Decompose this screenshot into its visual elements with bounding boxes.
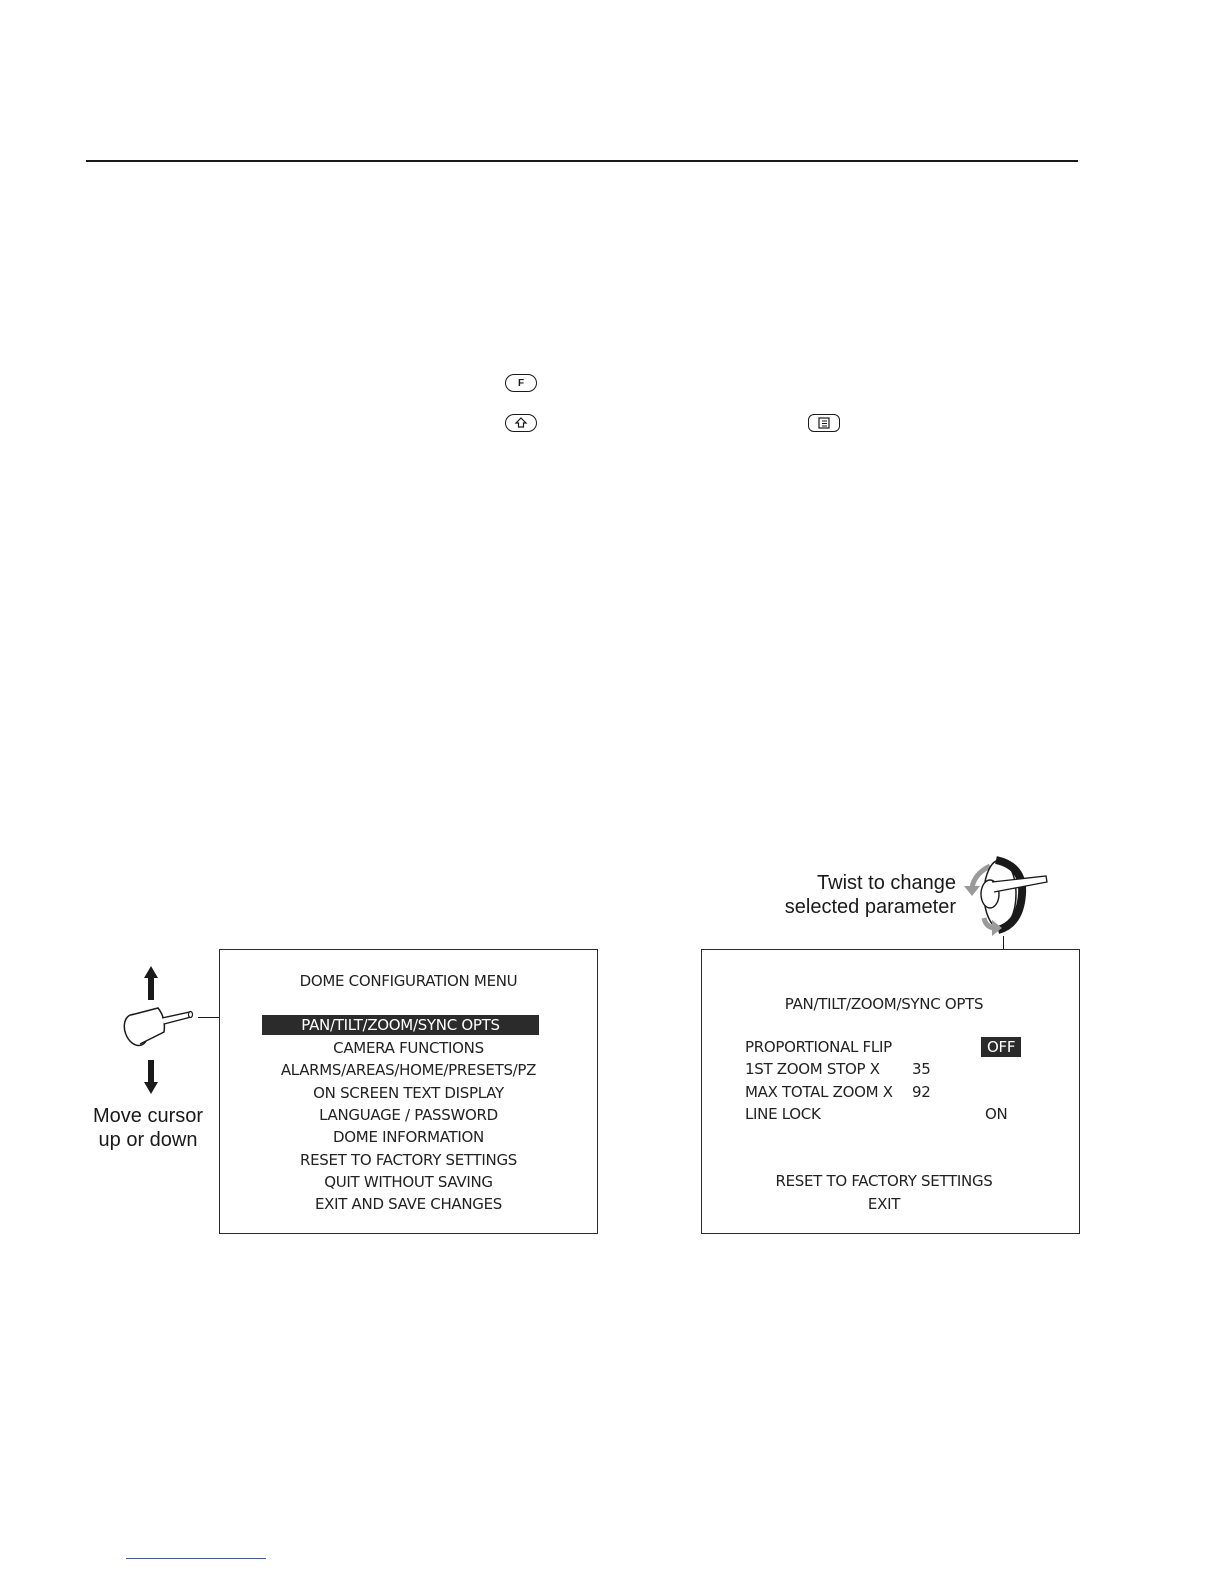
- submenu-exit[interactable]: EXIT: [867, 1195, 901, 1213]
- joystick-knob-icon: [120, 1008, 192, 1049]
- param-zoom-stop-label: 1ST ZOOM STOP X: [745, 1060, 880, 1078]
- top-rule: [86, 160, 1078, 162]
- param-proportional-flip-value[interactable]: OFF: [981, 1037, 1021, 1057]
- menu-item-on-screen-text[interactable]: ON SCREEN TEXT DISPLAY: [313, 1084, 504, 1102]
- param-line-lock-value[interactable]: ON: [985, 1105, 1008, 1123]
- twist-knob-diagram: [962, 852, 1052, 952]
- menu-item-dome-information[interactable]: DOME INFORMATION: [333, 1128, 484, 1146]
- dome-configuration-menu: [219, 949, 598, 1234]
- param-line-lock-label: LINE LOCK: [745, 1105, 821, 1123]
- menu-item-exit-save[interactable]: EXIT AND SAVE CHANGES: [314, 1195, 503, 1213]
- twist-caption-line1: Twist to change: [817, 872, 956, 894]
- twist-knob-icon: [981, 860, 1047, 930]
- up-arrow-icon: [144, 966, 158, 1000]
- submenu-reset-factory[interactable]: RESET TO FACTORY SETTINGS: [775, 1172, 993, 1190]
- move-caption-line2: up or down: [98, 1129, 198, 1151]
- twist-caption-line2: selected parameter: [784, 896, 956, 918]
- menu-item-language-password[interactable]: LANGUAGE / PASSWORD: [319, 1106, 498, 1124]
- menu-item-camera-functions[interactable]: CAMERA FUNCTIONS: [333, 1039, 484, 1057]
- f-key-label: F: [517, 377, 525, 389]
- twist-caption: [740, 871, 956, 919]
- down-arrow-icon: [144, 1060, 158, 1094]
- menu-item-quit-without-saving[interactable]: QUIT WITHOUT SAVING: [324, 1173, 493, 1191]
- param-max-zoom-value[interactable]: 92: [912, 1083, 931, 1101]
- selected-menu-item[interactable]: [262, 1015, 539, 1035]
- param-max-zoom-label: MAX TOTAL ZOOM X: [745, 1083, 893, 1101]
- pan-tilt-zoom-menu: [701, 949, 1080, 1234]
- move-caption-line1: Move cursor: [92, 1105, 204, 1127]
- move-cursor-caption: [80, 1104, 216, 1152]
- param-proportional-flip-label: PROPORTIONAL FLIP: [745, 1038, 892, 1056]
- f-key-icon: [505, 374, 537, 392]
- param-zoom-stop-value[interactable]: 35: [912, 1060, 931, 1078]
- submenu-title: PAN/TILT/ZOOM/SYNC OPTS: [784, 995, 984, 1013]
- menu-title: DOME CONFIGURATION MENU: [299, 972, 518, 990]
- menu-item-alarms[interactable]: ALARMS/AREAS/HOME/PRESETS/PZ: [280, 1061, 537, 1079]
- selected-menu-item-label: PAN/TILT/ZOOM/SYNC OPTS: [301, 1016, 500, 1034]
- menu-key-icon: [808, 414, 840, 432]
- footer-link-underline: [126, 1558, 266, 1559]
- camera-key-icon: [505, 414, 537, 432]
- menu-item-reset-factory[interactable]: RESET TO FACTORY SETTINGS: [299, 1151, 517, 1169]
